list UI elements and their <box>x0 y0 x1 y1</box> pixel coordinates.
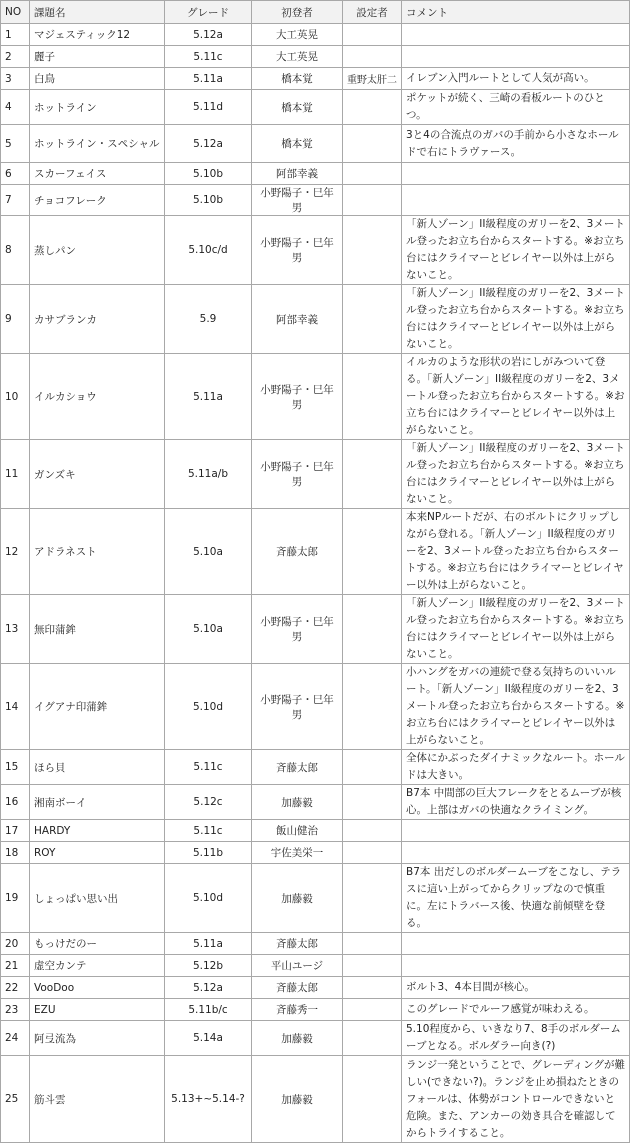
route-first-ascent: 加藤毅 <box>252 1056 343 1143</box>
route-name: 無印蒲鉾 <box>30 595 165 664</box>
route-comment: 全体にかぶったダイナミックなルート。ホールドは大きい。 <box>402 750 630 785</box>
route-first-ascent: 小野陽子・巳年男 <box>252 185 343 216</box>
route-first-ascent: 大工英晃 <box>252 24 343 46</box>
route-comment <box>402 933 630 955</box>
route-name: EZU <box>30 999 165 1021</box>
route-no: 9 <box>1 285 30 354</box>
table-row <box>1 595 630 664</box>
route-grade: 5.11a <box>165 354 252 440</box>
route-name: マジェスティック12 <box>30 24 165 46</box>
table-row <box>1 185 630 216</box>
col-header-name: 課題名 <box>30 1 165 24</box>
route-name: 麗子 <box>30 46 165 68</box>
route-setter <box>343 285 402 354</box>
route-no: 8 <box>1 216 30 285</box>
table-row <box>1 46 630 68</box>
route-no: 5 <box>1 125 30 163</box>
route-comment: ランジ一発ということで、グレーディングが難しい(できない?)。ランジを止め損ねたときのフォールは、体勢がコントロールできないと危険。また、アンカーの効き具合を確認してからトライすること。 <box>402 1056 630 1143</box>
route-name: 白鳥 <box>30 68 165 90</box>
route-comment <box>402 955 630 977</box>
route-setter <box>343 999 402 1021</box>
route-first-ascent: 斉藤太郎 <box>252 509 343 595</box>
col-header-grade: グレード <box>165 1 252 24</box>
route-comment: 5.10程度から、いきなり7、8手のボルダームーブとなる。ボルダラー向き(?) <box>402 1021 630 1056</box>
route-grade: 5.11b <box>165 842 252 864</box>
route-grade: 5.10a <box>165 595 252 664</box>
route-no: 12 <box>1 509 30 595</box>
col-header-no: NO <box>1 1 30 24</box>
route-comment: 「新人ゾーン」II級程度のガリーを2、3メートル登ったお立ち台からスタートする。※お立ち台にはクライマーとビレイヤー以外は上がらないこと。 <box>402 216 630 285</box>
route-name: ガンズキ <box>30 440 165 509</box>
route-first-ascent: 小野陽子・巳年男 <box>252 595 343 664</box>
route-name: ROY <box>30 842 165 864</box>
route-grade: 5.11a/b <box>165 440 252 509</box>
route-name: 筋斗雲 <box>30 1056 165 1143</box>
route-first-ascent: 加藤毅 <box>252 785 343 820</box>
route-name: カサブランカ <box>30 285 165 354</box>
route-grade: 5.12b <box>165 955 252 977</box>
route-first-ascent: 斉藤太郎 <box>252 933 343 955</box>
table-row <box>1 509 630 595</box>
table-row <box>1 1021 630 1056</box>
route-no: 2 <box>1 46 30 68</box>
col-header-setter: 設定者 <box>343 1 402 24</box>
route-first-ascent: 阿部幸義 <box>252 163 343 185</box>
route-no: 22 <box>1 977 30 999</box>
route-comment: B7本 出だしのボルダームーブをこなし、テラスに這い上がってからクリップなので慎重に。左にトラバース後、快適な前傾壁を登る。 <box>402 864 630 933</box>
route-setter <box>343 785 402 820</box>
route-first-ascent: 橋本覚 <box>252 68 343 90</box>
route-setter <box>343 354 402 440</box>
route-name: アドラネスト <box>30 509 165 595</box>
route-first-ascent: 小野陽子・巳年男 <box>252 440 343 509</box>
route-no: 4 <box>1 90 30 125</box>
route-comment: ポケットが続く、三崎の看板ルートのひとつ。 <box>402 90 630 125</box>
route-no: 18 <box>1 842 30 864</box>
table-row <box>1 785 630 820</box>
route-comment: B7本 中間部の巨大フレークをとるムーブが核心。上部はガバの快適なクライミング。 <box>402 785 630 820</box>
table-row <box>1 216 630 285</box>
col-header-first-ascent: 初登者 <box>252 1 343 24</box>
route-first-ascent: 飯山健治 <box>252 820 343 842</box>
route-comment: 「新人ゾーン」II級程度のガリーを2、3メートル登ったお立ち台からスタートする。※お立ち台にはクライマーとビレイヤー以外は上がらないこと。 <box>402 595 630 664</box>
route-comment <box>402 820 630 842</box>
route-comment: 「新人ゾーン」II級程度のガリーを2、3メートル登ったお立ち台からスタートする。※お立ち台にはクライマーとビレイヤー以外は上がらないこと。 <box>402 440 630 509</box>
route-table-body <box>1 24 630 1143</box>
route-grade: 5.12c <box>165 785 252 820</box>
route-name: もっけだのー <box>30 933 165 955</box>
route-comment: 「新人ゾーン」II級程度のガリーを2、3メートル登ったお立ち台からスタートする。※お立ち台にはクライマーとビレイヤー以外は上がらないこと。 <box>402 285 630 354</box>
route-comment: イルカのような形状の岩にしがみついて登る。「新人ゾーン」II級程度のガリーを2、3メートル登ったお立ち台からスタートする。※お立ち台にはクライマーとビレイヤー以外は上がらないこと。 <box>402 354 630 440</box>
route-no: 6 <box>1 163 30 185</box>
route-first-ascent: 加藤毅 <box>252 1021 343 1056</box>
table-row <box>1 440 630 509</box>
table-row <box>1 977 630 999</box>
table-row <box>1 24 630 46</box>
header-row <box>1 1 630 24</box>
route-no: 25 <box>1 1056 30 1143</box>
route-comment <box>402 46 630 68</box>
route-name: しょっぱい思い出 <box>30 864 165 933</box>
route-name: イグアナ印蒲鉾 <box>30 664 165 750</box>
route-grade: 5.11a <box>165 68 252 90</box>
route-first-ascent: 大工英晃 <box>252 46 343 68</box>
route-setter <box>343 864 402 933</box>
route-grade: 5.11c <box>165 750 252 785</box>
route-first-ascent: 加藤毅 <box>252 864 343 933</box>
route-grade: 5.10b <box>165 163 252 185</box>
route-setter <box>343 1021 402 1056</box>
route-grade: 5.10b <box>165 185 252 216</box>
route-setter <box>343 185 402 216</box>
route-name: 湘南ボーイ <box>30 785 165 820</box>
table-row <box>1 68 630 90</box>
route-no: 19 <box>1 864 30 933</box>
route-grade: 5.12a <box>165 977 252 999</box>
route-setter <box>343 163 402 185</box>
route-no: 10 <box>1 354 30 440</box>
route-setter <box>343 509 402 595</box>
route-grade: 5.11d <box>165 90 252 125</box>
route-name: ほら貝 <box>30 750 165 785</box>
route-comment <box>402 163 630 185</box>
route-grade: 5.9 <box>165 285 252 354</box>
table-row <box>1 664 630 750</box>
route-setter <box>343 595 402 664</box>
route-name: VooDoo <box>30 977 165 999</box>
route-grade: 5.11b/c <box>165 999 252 1021</box>
route-grade: 5.10a <box>165 509 252 595</box>
route-name: 阿弖流為 <box>30 1021 165 1056</box>
route-setter <box>343 125 402 163</box>
route-setter <box>343 842 402 864</box>
route-no: 3 <box>1 68 30 90</box>
table-row <box>1 163 630 185</box>
route-setter <box>343 1056 402 1143</box>
route-comment: 小ハングをガバの連続で登る気持ちのいいルート。「新人ゾーン」II級程度のガリーを2、3メートル登ったお立ち台からスタートする。※お立ち台にはクライマーとビレイヤー以外は上がらないこと。 <box>402 664 630 750</box>
table-row <box>1 933 630 955</box>
col-header-comment: コメント <box>402 1 630 24</box>
route-no: 20 <box>1 933 30 955</box>
route-grade: 5.10d <box>165 664 252 750</box>
route-first-ascent: 宇佐美栄一 <box>252 842 343 864</box>
table-row <box>1 864 630 933</box>
route-first-ascent: 平山ユージ <box>252 955 343 977</box>
route-grade: 5.12a <box>165 125 252 163</box>
table-row <box>1 285 630 354</box>
route-no: 7 <box>1 185 30 216</box>
route-no: 17 <box>1 820 30 842</box>
route-setter <box>343 977 402 999</box>
route-name: イルカショウ <box>30 354 165 440</box>
route-setter <box>343 933 402 955</box>
route-grade: 5.10d <box>165 864 252 933</box>
route-comment <box>402 24 630 46</box>
table-row <box>1 1056 630 1143</box>
route-first-ascent: 橋本覚 <box>252 125 343 163</box>
table-row <box>1 90 630 125</box>
route-no: 11 <box>1 440 30 509</box>
route-first-ascent: 小野陽子・巳年男 <box>252 664 343 750</box>
route-grade: 5.12a <box>165 24 252 46</box>
route-first-ascent: 斉藤秀一 <box>252 999 343 1021</box>
route-grade: 5.11c <box>165 820 252 842</box>
route-grade: 5.10c/d <box>165 216 252 285</box>
route-first-ascent: 小野陽子・巳年男 <box>252 216 343 285</box>
route-comment: このグレードでルーフ感覚が味わえる。 <box>402 999 630 1021</box>
route-setter: 重野太肝二 <box>343 68 402 90</box>
table-row <box>1 842 630 864</box>
route-first-ascent: 阿部幸義 <box>252 285 343 354</box>
route-name: チョコフレーク <box>30 185 165 216</box>
route-setter <box>343 46 402 68</box>
table-row <box>1 125 630 163</box>
route-comment: イレブン入門ルートとして人気が高い。 <box>402 68 630 90</box>
route-setter <box>343 750 402 785</box>
route-grade: 5.11c <box>165 46 252 68</box>
route-comment: 本来NPルートだが、右のボルトにクリップしながら登れる。「新人ゾーン」II級程度のガリーを2、3メートル登ったお立ち台からスタートする。※お立ち台にはクライマーとビレイヤー以外は上がらないこと。 <box>402 509 630 595</box>
route-no: 1 <box>1 24 30 46</box>
table-row <box>1 999 630 1021</box>
route-grade: 5.11a <box>165 933 252 955</box>
route-no: 16 <box>1 785 30 820</box>
table-row <box>1 820 630 842</box>
route-grade: 5.14a <box>165 1021 252 1056</box>
table-row <box>1 955 630 977</box>
route-setter <box>343 664 402 750</box>
route-comment: ボルト3、4本目間が核心。 <box>402 977 630 999</box>
route-comment: 3と4の合流点のガバの手前から小さなホールドで右にトラヴァース。 <box>402 125 630 163</box>
route-first-ascent: 小野陽子・巳年男 <box>252 354 343 440</box>
route-setter <box>343 820 402 842</box>
route-name: 蒸しパン <box>30 216 165 285</box>
route-no: 23 <box>1 999 30 1021</box>
route-setter <box>343 90 402 125</box>
route-comment <box>402 185 630 216</box>
route-no: 15 <box>1 750 30 785</box>
route-first-ascent: 斉藤太郎 <box>252 977 343 999</box>
route-name: HARDY <box>30 820 165 842</box>
route-name: 虚空カンテ <box>30 955 165 977</box>
route-grade: 5.13+~5.14-? <box>165 1056 252 1143</box>
route-setter <box>343 955 402 977</box>
route-no: 14 <box>1 664 30 750</box>
table-row <box>1 750 630 785</box>
route-no: 13 <box>1 595 30 664</box>
route-first-ascent: 斉藤太郎 <box>252 750 343 785</box>
route-setter <box>343 216 402 285</box>
route-name: ホットライン <box>30 90 165 125</box>
route-name: スカーフェイス <box>30 163 165 185</box>
route-no: 24 <box>1 1021 30 1056</box>
table-row <box>1 354 630 440</box>
route-first-ascent: 橋本覚 <box>252 90 343 125</box>
route-comment <box>402 842 630 864</box>
route-no: 21 <box>1 955 30 977</box>
route-name: ホットライン・スペシャル <box>30 125 165 163</box>
route-setter <box>343 440 402 509</box>
route-setter <box>343 24 402 46</box>
